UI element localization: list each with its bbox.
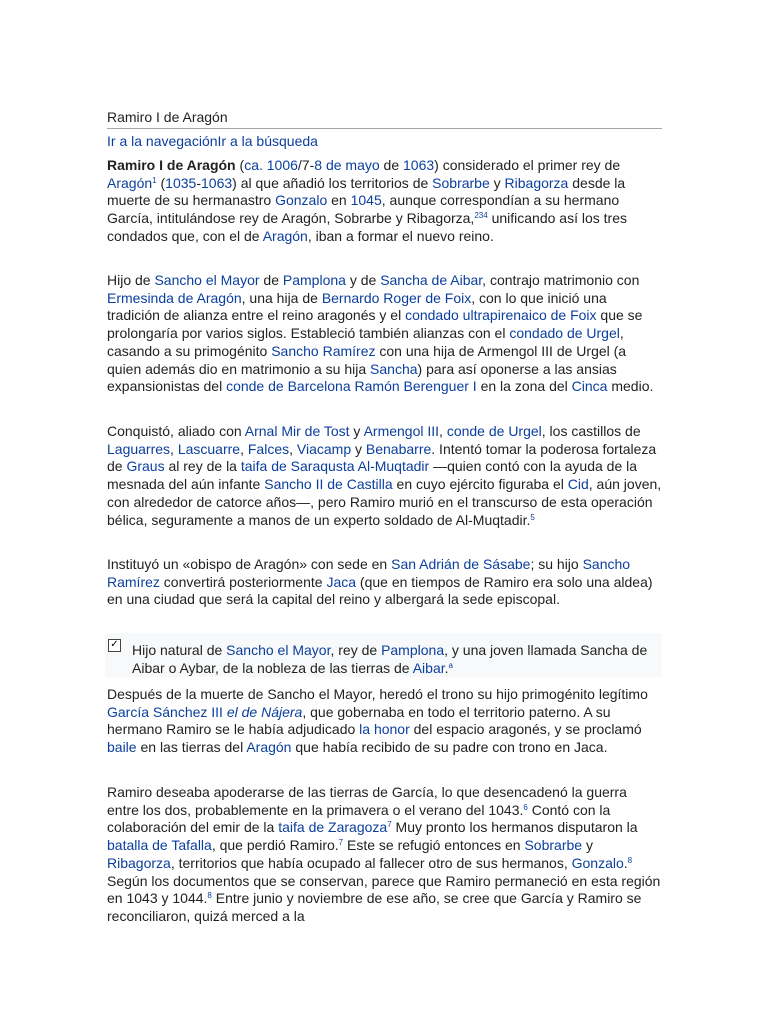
page-title: Ramiro I de Aragón xyxy=(107,108,662,129)
paragraph-intro xyxy=(107,157,662,246)
text: Instituyó un «obispo de Aragón» con sede en xyxy=(107,556,392,572)
link[interactable]: 1006 xyxy=(266,157,298,173)
link-text: García Sánchez III xyxy=(107,703,227,720)
text: —quien contó con la ayuda de la mesnada del aún infante xyxy=(107,458,638,493)
link[interactable]: condado ultrapirenaico de Foix xyxy=(405,307,597,324)
link[interactable]: 1035 xyxy=(165,174,197,191)
text: , que gobernaba en todo el territorio paterno. A su hermano Ramiro se le había adjudicado xyxy=(107,703,611,738)
link[interactable]: 1063 xyxy=(201,174,233,191)
footnote-ref[interactable]: 234 xyxy=(474,211,488,221)
link[interactable]: Cid xyxy=(567,476,589,493)
link[interactable]: la honor xyxy=(359,721,410,738)
link[interactable]: ca. xyxy=(244,157,263,173)
text: , iban a formar el nuevo reino. xyxy=(307,227,494,244)
text: ) considerado el primer rey de xyxy=(434,157,621,173)
text: de xyxy=(379,157,403,173)
link[interactable]: 8 de mayo xyxy=(314,157,380,173)
text: , xyxy=(439,423,447,439)
text: , xyxy=(240,440,248,457)
text: , territorios que había ocupado al fallecer otro de sus hermanos, xyxy=(170,854,572,871)
link[interactable]: Viacamp xyxy=(296,440,352,457)
text: y xyxy=(582,837,593,854)
text: que se prolongaría por varios siglos. Estableció también alianzas con el xyxy=(107,307,643,342)
link[interactable]: Aragón xyxy=(262,227,308,244)
footnote-ref[interactable]: 1 xyxy=(152,175,157,185)
text: Hijo de xyxy=(107,272,155,288)
link[interactable]: condado de Urgel xyxy=(509,325,620,342)
footnote-ref[interactable]: 8 xyxy=(627,855,633,865)
text: , xyxy=(170,440,178,457)
text: del espacio aragonés, y se proclamó xyxy=(409,721,642,738)
text: en la zona del xyxy=(476,378,572,395)
text: , una hija de xyxy=(241,289,322,306)
text: Conquistó, aliado con xyxy=(107,423,245,439)
link[interactable]: Falces xyxy=(247,440,290,457)
text: con una hija de Armengol III de Urgel (a quien además dio en matrimonio a su hija xyxy=(107,342,627,377)
link[interactable]: Sancha de Aibar xyxy=(380,272,483,288)
text: Entre junio y noviembre de ese año, se cree que García y Ramiro se reconciliaron, quizá merced a la xyxy=(107,890,642,924)
link[interactable]: Sobrarbe xyxy=(432,174,490,191)
text: - xyxy=(196,174,201,191)
text: Muy pronto los hermanos disputaron la xyxy=(391,819,638,836)
link[interactable]: Sancho el Mayor xyxy=(226,642,331,658)
link[interactable] xyxy=(107,704,302,720)
text: Ramiro deseaba apoderarse de las tierras de García, lo que desencadenó la guerra entre los dos, probablemente en la primavera o el verano del 1043. xyxy=(107,784,627,818)
footnote-ref[interactable]: 7 xyxy=(387,820,392,830)
link[interactable]: Ermesinda de Aragón xyxy=(107,289,242,306)
text: . Intentó tomar la poderosa fortaleza de xyxy=(107,440,657,475)
jump-to-navigation-link[interactable]: Ir a la navegación xyxy=(107,133,218,149)
link[interactable]: Gonzalo xyxy=(275,192,328,209)
link[interactable]: conde de Barcelona Ramón Berenguer I xyxy=(226,378,477,395)
text: , aunque correspondían a su hermano García, intitulándose rey de Aragón, Sobrarbe y Ribagorza, xyxy=(107,192,620,227)
text: Este se refugió entonces en xyxy=(343,837,525,854)
text: . xyxy=(444,659,449,676)
link[interactable]: Sancho Ramírez xyxy=(271,342,376,359)
text: y de xyxy=(345,272,381,288)
text: convertirá posteriormente xyxy=(159,573,327,590)
link[interactable]: Sancho el Mayor xyxy=(154,272,260,288)
link-text-italic: el de Nájera xyxy=(226,703,303,720)
link[interactable]: Sancho Ramírez xyxy=(107,556,631,590)
link[interactable]: Arnal Mir de Tost xyxy=(244,423,350,439)
footnote-ref[interactable]: a xyxy=(448,660,453,670)
text: Después de la muerte de Sancho el Mayor, heredó el trono su hijo primogénito legítimo xyxy=(107,686,648,702)
link[interactable]: Ribagorza xyxy=(504,174,569,191)
text: que había recibido de su padre con trono en Jaca. xyxy=(291,739,608,756)
text: , con lo que inició una tradición de alianza entre el reino aragonés y el xyxy=(107,289,607,324)
link[interactable]: Aibar xyxy=(412,659,445,676)
link[interactable]: Laguarres xyxy=(107,440,171,457)
link[interactable]: taifa de Zaragoza xyxy=(278,819,388,836)
text: , rey de xyxy=(330,642,382,658)
link[interactable]: Aragón xyxy=(107,174,153,191)
paragraph-war xyxy=(107,784,662,926)
text: en las tierras del xyxy=(136,739,247,756)
link[interactable]: San Adrián de Sásabe xyxy=(391,556,531,572)
link[interactable]: Pamplona xyxy=(381,642,445,658)
text: ( xyxy=(156,174,166,191)
text: al rey de la xyxy=(164,458,241,475)
jump-to-search-link[interactable]: Ir a la búsqueda xyxy=(217,133,318,149)
link[interactable]: Pamplona xyxy=(282,272,346,288)
text: , xyxy=(289,440,297,457)
text: , que perdió Ramiro. xyxy=(211,837,339,854)
text: ; su hijo xyxy=(530,556,583,572)
paragraph-bishopric xyxy=(107,556,662,609)
text: . xyxy=(623,854,628,871)
text: y xyxy=(489,174,505,191)
link[interactable]: Sobrarbe xyxy=(524,837,583,854)
footnote-ref[interactable]: 5 xyxy=(530,512,535,522)
link[interactable]: Al-Muqtadir xyxy=(357,458,430,475)
link[interactable]: Lascuarre xyxy=(177,440,241,457)
footnote-ref[interactable]: 6 xyxy=(523,802,528,812)
paragraph-conquests xyxy=(107,423,662,529)
link[interactable]: Bernardo Roger de Foix xyxy=(321,289,472,306)
text: , casando a su primogénito xyxy=(107,325,624,359)
link[interactable]: 1063 xyxy=(403,157,435,173)
link[interactable]: Ribagorza xyxy=(107,854,171,871)
text: , contrajo matrimonio con xyxy=(482,272,640,288)
jump-links xyxy=(107,132,318,150)
text: Contó con la colaboración del emir de la xyxy=(107,801,611,836)
text: de xyxy=(259,272,283,288)
link[interactable]: Cinca xyxy=(571,378,608,395)
link[interactable]: Sancho II de Castilla xyxy=(264,476,393,493)
text: desde la muerte de su hermanastro xyxy=(107,174,626,209)
link[interactable]: Jaca xyxy=(326,573,357,590)
text: en cuyo ejército figuraba el xyxy=(392,476,568,493)
text: y xyxy=(351,440,366,457)
text: unificando así los tres condados que, con el de xyxy=(107,210,627,244)
text: /7- xyxy=(297,157,315,173)
link[interactable]: batalla de Tafalla xyxy=(107,837,212,854)
link[interactable]: Aragón xyxy=(246,739,292,756)
note-box xyxy=(105,633,662,677)
text: medio. xyxy=(607,378,654,395)
link[interactable]: Gonzalo xyxy=(571,854,624,871)
link[interactable]: taifa de Saraqusta xyxy=(240,458,355,475)
text: , los castillos de xyxy=(541,423,641,439)
text: (que en tiempos de Ramiro era solo una aldea) en una ciudad que será la capital del reino y albergará la sede episcopal. xyxy=(107,573,653,608)
text: Hijo natural de xyxy=(132,642,227,658)
link[interactable]: conde de Urgel xyxy=(446,423,542,439)
link[interactable]: Graus xyxy=(126,458,165,475)
link[interactable]: Benabarre xyxy=(365,440,432,457)
paragraph-succession xyxy=(107,686,662,757)
text: , aún joven, con alrededor de catorce años—, pero Ramiro murió en el transcurso de esta operación bélica, seguramente a manos de un experto soldado de Al-Muqtadir. xyxy=(107,476,662,528)
footnote-ref[interactable]: 8 xyxy=(207,891,212,901)
article-subject: Ramiro I de Aragón xyxy=(107,157,236,173)
text: en xyxy=(327,192,351,209)
link[interactable]: 1045 xyxy=(350,192,382,209)
checkbox-icon[interactable]: ✓ xyxy=(108,639,121,652)
text: ( xyxy=(235,157,245,173)
text: Según los documentos que se conservan, parece que Ramiro permaneció en esta región en 1043 y 1044. xyxy=(107,872,661,907)
text: y xyxy=(349,423,364,439)
text: , y una joven llamada Sancha de Aibar o Aybar, de la nobleza de las tierras de xyxy=(132,642,648,676)
text: ) al que añadió los territorios de xyxy=(232,174,433,191)
link[interactable]: baile xyxy=(107,739,137,756)
footnote-ref[interactable]: 7 xyxy=(338,838,344,848)
paragraph-family xyxy=(107,272,662,396)
link[interactable]: Armengol III xyxy=(363,423,440,439)
note-text xyxy=(132,642,652,677)
text: ) para así oponerse a las ansias expansionistas del xyxy=(107,360,617,395)
link[interactable]: Sancha xyxy=(370,360,418,377)
